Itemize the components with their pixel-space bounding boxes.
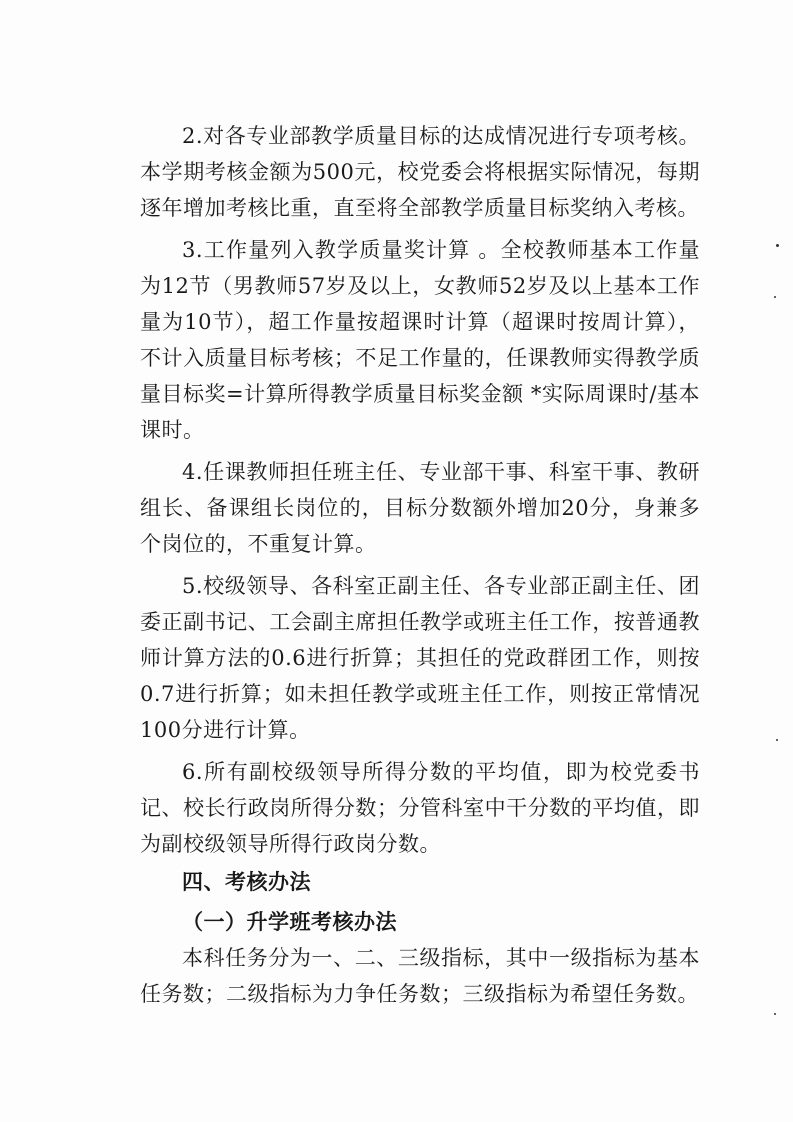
final-paragraph: 本科任务分为一、二、三级指标，其中一级指标为基本任务数；二级指标为力争任务数；三级指标为希望任务数。 — [140, 946, 700, 1006]
subsection-heading: （一）升学班考核办法 — [182, 909, 397, 934]
section-heading: 四、考核办法 — [182, 870, 311, 894]
paragraph-item-3: 3.工作量列入教学质量奖计算 。全校教师基本工作量为12节（男教师57岁及以上，女教师52岁及以上基本工作量为10节），超工作量按超课时计算（超课时按周计算），不计入质量目标考核；不足工作量的，任课教师实得教学质量目标奖=计算所得教学质量目标奖金额 *实际周课时/基本课时。 — [140, 238, 700, 442]
scan-speck — [774, 296, 776, 298]
document-body — [140, 118, 700, 1012]
paragraph-item-6: 6.所有副校级领导所得分数的平均值，即为校党委书记、校长行政岗所得分数；分管科室中干分数的平均值，即为副校级领导所得行政岗分数。 — [140, 760, 700, 856]
scan-speck — [774, 1013, 776, 1015]
scan-speck — [776, 739, 778, 741]
paragraph-item-5: 5.校级领导、各科室正副主任、各专业部正副主任、团委正副书记、工会副主席担任教学或班主任工作，按普通教师计算方法的0.6进行折算；其担任的党政群团工作，则按0.7进行折算；如未担任教学或班主任工作，则按正常情况100分进行计算。 — [140, 574, 700, 742]
paragraph-item-2: 2.对各专业部教学质量目标的达成情况进行专项考核。本学期考核金额为500元，校党委会将根据实际情况，每期逐年增加考核比重，直至将全部教学质量目标奖纳入考核。 — [140, 124, 700, 220]
paragraph-item-4: 4.任课教师担任班主任、专业部干事、科室干事、教研组长、备课组长岗位的，目标分数额外增加20分，身兼多个岗位的，不重复计算。 — [140, 460, 700, 556]
scan-speck — [776, 244, 779, 247]
